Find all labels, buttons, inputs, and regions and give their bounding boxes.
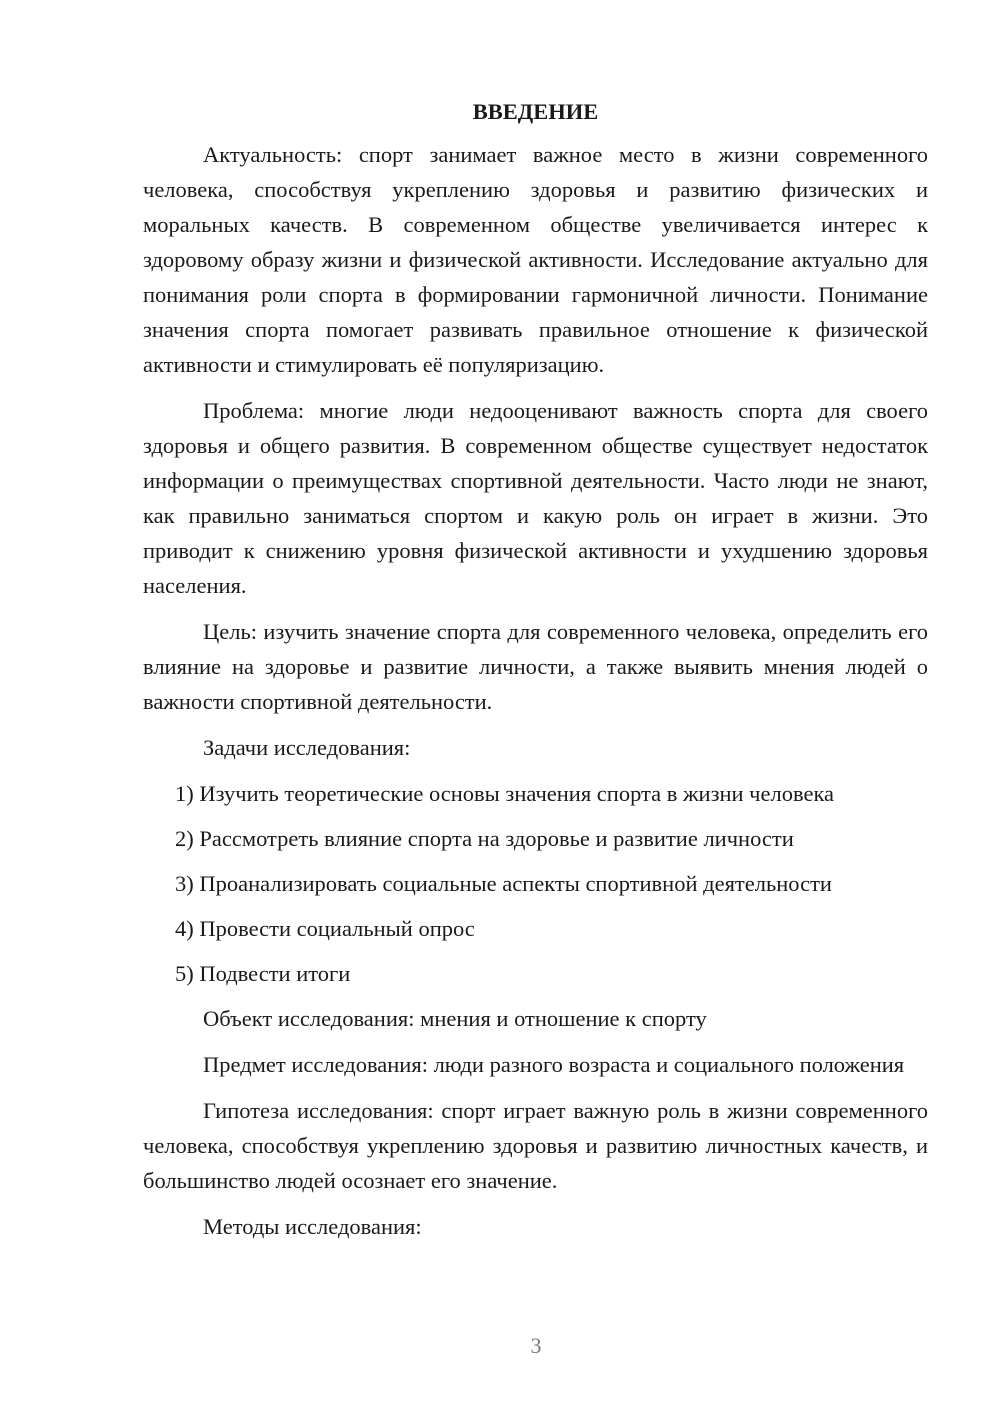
- list-item: 5) Подвести итоги: [175, 961, 351, 986]
- paragraph-object: Объект исследования: мнения и отношение к спорту: [203, 1006, 707, 1031]
- paragraph-goal: Цель: изучить значение спорта для современного человека, определить его влияние на здоровье и развитие личности, а также выявить мнения людей о важности спортивной деятельности.: [143, 619, 928, 714]
- paragraph-relevance: Актуальность: спорт занимает важное место в жизни современного человека, способствуя укреплению здоровья и развитию физических и моральных качеств. В современном обществе увеличивается интерес к здоровому образу жизни и физической активности. Исследование актуально для понимания роли спорта в формировании гармоничной личности. Понимание значения спорта помогает развивать правильное отношение к физической активности и стимулировать её популяризацию.: [143, 142, 928, 377]
- list-item: 1) Изучить теоретические основы значения спорта в жизни человека: [175, 781, 835, 806]
- list-item: 2) Рассмотреть влияние спорта на здоровье и развитие личности: [175, 826, 794, 851]
- page-number: 3: [530, 1333, 542, 1358]
- page-content: [143, 94, 928, 1255]
- paragraph-subject: Предмет исследования: люди разного возраста и социального положения: [203, 1052, 905, 1077]
- list-item: 4) Провести социальный опрос: [175, 916, 475, 941]
- paragraph-methods: Методы исследования:: [203, 1214, 422, 1239]
- paragraph-problem: Проблема: многие люди недооценивают важность спорта для своего здоровья и общего развития. В современном обществе существует недостаток информации о преимуществах спортивной деятельности. Часто люди не знают, как правильно заниматься спортом и какую роль он играет в жизни. Это приводит к снижению уровня физической активности и ухудшению здоровья населения.: [143, 398, 928, 598]
- task-list: [143, 776, 928, 991]
- list-item: 3) Проанализировать социальные аспекты спортивной деятельности: [175, 871, 832, 896]
- paragraph-hypothesis: Гипотеза исследования: спорт играет важную роль в жизни современного человека, способствуя укреплению здоровья и развитию личностных качеств, и большинство людей осознает его значение.: [143, 1098, 928, 1193]
- page-title: ВВЕДЕНИЕ: [472, 99, 599, 124]
- tasks-heading: Задачи исследования:: [203, 735, 411, 760]
